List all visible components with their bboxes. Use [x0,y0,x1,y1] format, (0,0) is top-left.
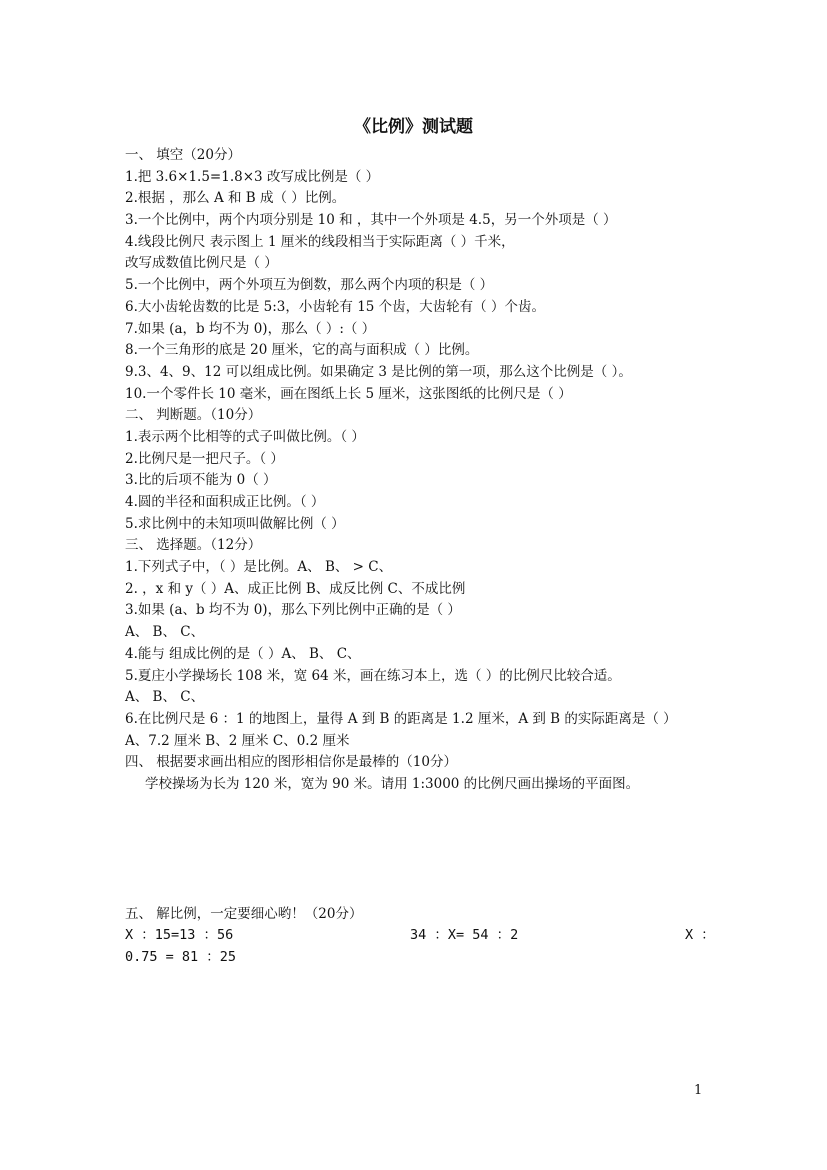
worksheet-body [125,145,725,969]
page-title: 《比例》测试题 [354,117,473,137]
drawing-area [125,796,725,904]
question-line: 3.如果 (a、b 均不为 0)，那么下列比例中正确的是（ ） [125,602,461,619]
question-line: 1.下列式子中，（ ）是比例。A、 B、 > C、 [125,559,393,576]
equation-row [125,947,725,969]
question-line: 1.表示两个比相等的式子叫做比例。（ ） [125,428,365,445]
section-heading: 四、 根据要求画出相应的图形相信你是最棒的（10分） [125,754,457,771]
equation-1: X ：15=13 ：56 [125,927,234,944]
page-number: 1 [694,1083,703,1098]
equation-3-continued: 0.75 = 81 ：25 [125,949,237,965]
question-line: 8.一个三角形的底是 20 厘米，它的高与面积成（ ）比例。 [125,342,479,359]
question-line: 10.一个零件长 10 毫米，画在图纸上长 5 厘米，这张图纸的比例尺是（ ） [125,385,572,402]
answer-options: A、 B、 C、 [125,624,205,641]
section-heading: 五、 解比例，一定要细心哟！（20分） [125,905,363,922]
question-line: 6.大小齿轮齿数的比是 5:3，小齿轮有 15 个齿，大齿轮有（ ）个齿。 [125,298,545,315]
section-heading: 二、 判断题。（10分） [125,407,262,424]
question-line: 4.能与 组成比例的是（ ）A、 B、 C、 [125,645,361,662]
question-line: 改写成数值比例尺是（ ） [125,255,278,272]
question-line: 2.比例尺是一把尺子。（ ） [125,450,284,467]
question-line: 5.求比例中的未知项叫做解比例（ ） [125,515,345,532]
section-heading: 三、 选择题。（12分） [125,537,262,554]
question-line: 1.把 3.6×1.5=1.8×3 改写成比例是（ ） [125,168,380,185]
question-line: 2. ，x 和 y（ ）A、成正比例 B、成反比例 C、不成比例 [125,580,466,597]
answer-options: A、7.2 厘米 B、2 厘米 C、0.2 厘米 [125,732,350,749]
equation-row [125,925,725,947]
question-line: 9.3、4、9、12 可以组成比例。如果确定 3 是比例的第一项，那么这个比例是（ ）。 [125,363,632,380]
section-heading: 一、 填空（20分） [125,147,241,163]
question-line: 4.圆的半径和面积成正比例。（ ） [125,494,325,510]
question-line: 5.夏庄小学操场长 108 米，宽 64 米，画在练习本上，选（ ）的比例尺比较合适。 [125,667,621,684]
question-line: 4.线段比例尺 表示图上 1 厘米的线段相当于实际距离（ ）千米， [125,233,515,250]
equation-3: X ： [685,927,715,944]
question-line: 3.一个比例中，两个内项分别是 10 和 ，其中一个外项是 4.5，另一个外项是（ ） [125,212,617,229]
answer-options: A、 B、 C、 [125,689,205,706]
question-line: 学校操场为长为 120 米，宽为 90 米。请用 1:3000 的比例尺画出操场的平面图。 [145,775,640,792]
question-line: 7.如果 (a，b 均不为 0)，那么（ ）:（ ） [125,320,376,337]
equation-2: 34 ：X= 54 ：2 [410,927,519,944]
question-line: 6.在比例尺是 6 ：1 的地图上，量得 A 到 B 的距离是 1.2 厘米，A 到 B 的实际距离是（ ） [125,710,677,727]
question-line: 5.一个比例中，两个外项互为倒数，那么两个内项的积是（ ） [125,277,494,294]
question-line: 3.比的后项不能为 0（ ） [125,472,277,489]
question-line: 2.根据 ，那么 A 和 B 成（ ）比例。 [125,190,346,207]
